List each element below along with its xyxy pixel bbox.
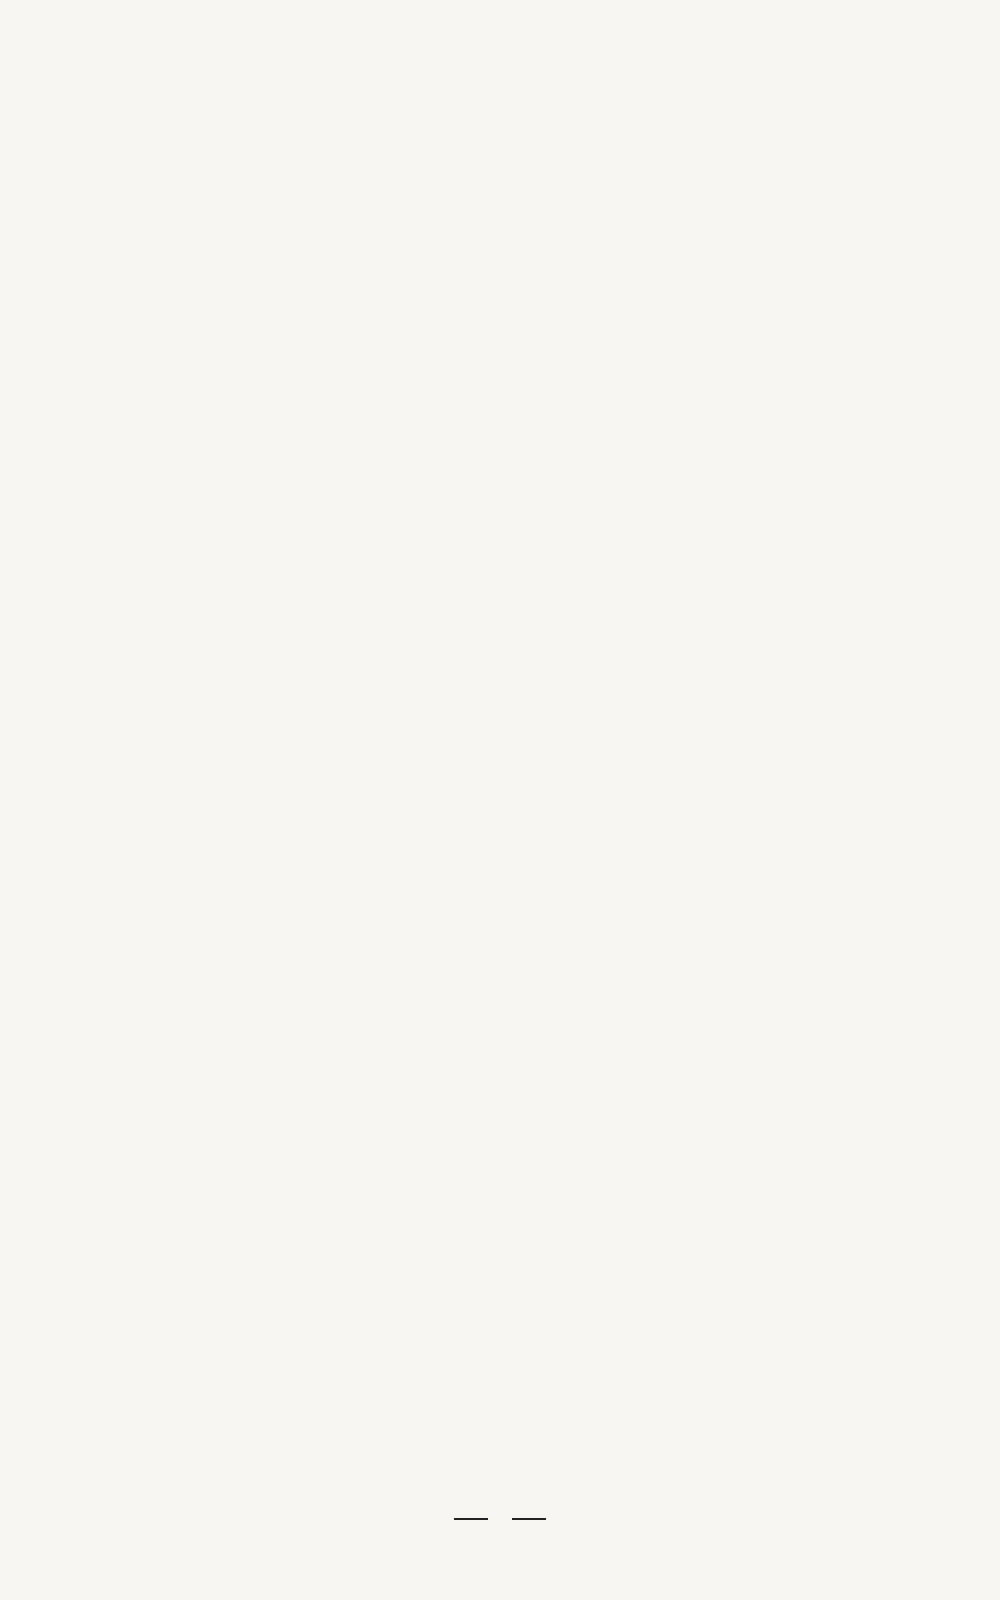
section-3-desc bbox=[140, 128, 840, 154]
written-answers-title bbox=[140, 232, 840, 258]
section-2-desc bbox=[140, 76, 840, 102]
section-3-title bbox=[140, 102, 840, 128]
listening-answers-title bbox=[140, 206, 840, 232]
section-2-title bbox=[140, 50, 840, 76]
page-number-dash-right bbox=[512, 1518, 546, 1520]
document-page bbox=[140, 50, 840, 362]
writing-title bbox=[140, 258, 840, 284]
letter-closing bbox=[140, 310, 840, 336]
letter-signature bbox=[140, 336, 840, 362]
watermark-logo bbox=[814, 1520, 974, 1590]
section-4-desc bbox=[140, 180, 840, 206]
page-number-dash-left bbox=[454, 1518, 488, 1520]
section-4-title bbox=[140, 154, 840, 180]
letter-greeting bbox=[140, 284, 840, 310]
